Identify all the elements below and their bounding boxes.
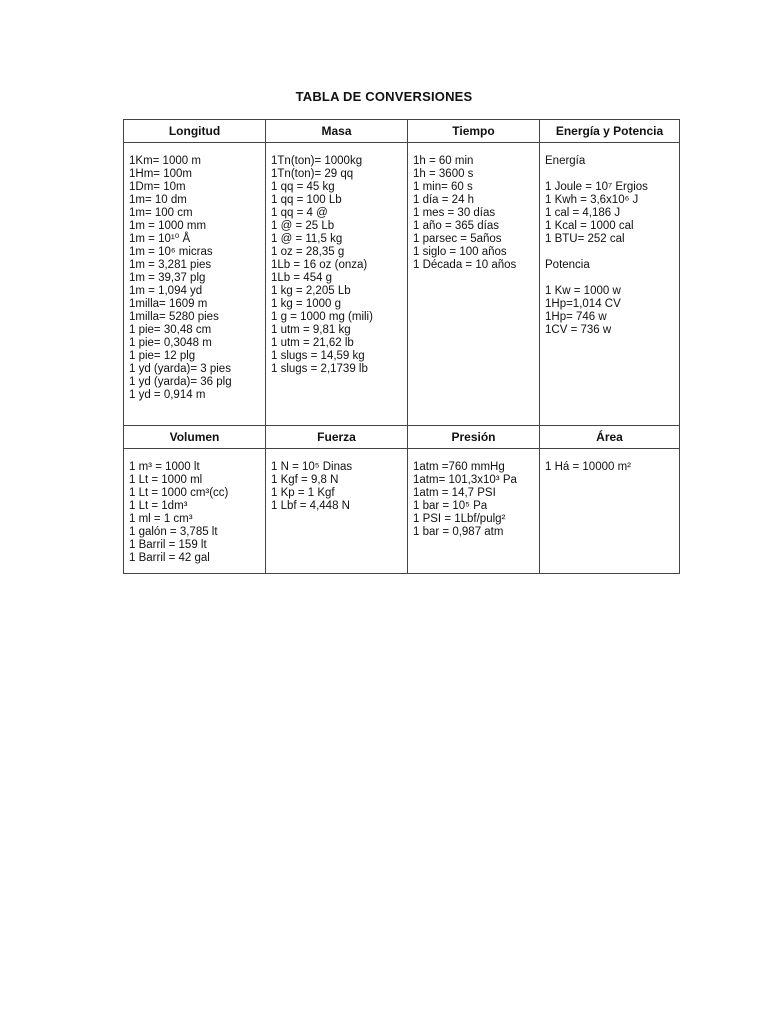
conversion-line: 1 Kp = 1 Kgf bbox=[271, 487, 335, 499]
conversion-line: 1m = 3,281 pies bbox=[129, 259, 212, 271]
conversion-line: 1 kg = 1000 g bbox=[271, 298, 342, 310]
conversion-line: 1 cal = 4,186 J bbox=[545, 207, 621, 219]
page-title: TABLA DE CONVERSIONES bbox=[295, 89, 473, 104]
conversion-line: 1 slugs = 2,1739 lb bbox=[271, 363, 368, 375]
conversion-line: 1m = 1000 mm bbox=[129, 220, 207, 232]
conversion-table bbox=[123, 119, 680, 574]
conversion-line: 1m = 10¹⁰ Å bbox=[129, 233, 191, 245]
conversion-line: 1 Lbf = 4,448 N bbox=[271, 500, 350, 512]
data-row-top bbox=[124, 143, 680, 426]
conversion-line: 1 m³ = 1000 lt bbox=[129, 461, 200, 473]
conversion-line: 1CV = 736 w bbox=[545, 324, 612, 336]
conversion-line: 1Lb = 16 oz (onza) bbox=[271, 259, 368, 271]
conversion-line: 1 Barril = 159 lt bbox=[129, 539, 207, 551]
conversion-line: 1 N = 10⁵ Dinas bbox=[271, 461, 353, 473]
conversion-line: 1 @ = 11,5 kg bbox=[271, 233, 343, 245]
conversion-line: 1 Kwh = 3,6x10⁶ J bbox=[545, 194, 639, 206]
conversion-line: 1 Lt = 1000 ml bbox=[129, 474, 203, 486]
conversion-line: 1milla= 1609 m bbox=[129, 298, 208, 310]
cell-area bbox=[540, 449, 680, 574]
conversion-line: 1 siglo = 100 años bbox=[413, 246, 507, 258]
potencia-label: Potencia bbox=[545, 259, 590, 271]
conversion-line: 1 bar = 10⁵ Pa bbox=[413, 500, 488, 512]
conversion-line: 1 año = 365 días bbox=[413, 220, 500, 232]
conversion-line: 1 BTU= 252 cal bbox=[545, 233, 625, 245]
conversion-line: 1 kg = 2,205 Lb bbox=[271, 285, 351, 297]
conversion-line: 1 Lt = 1000 cm³(cc) bbox=[129, 487, 229, 499]
conversion-line: 1 pie= 0,3048 m bbox=[129, 337, 212, 349]
energia-list bbox=[545, 181, 674, 246]
header-presion: Presión bbox=[408, 426, 540, 449]
conversion-line: 1m = 1,094 yd bbox=[129, 285, 203, 297]
potencia-list bbox=[545, 285, 674, 337]
conversion-line: 1milla= 5280 pies bbox=[129, 311, 219, 323]
conversion-line: 1 @ = 25 Lb bbox=[271, 220, 335, 232]
header-area: Área bbox=[540, 426, 680, 449]
conversion-line: 1 yd (yarda)= 3 pies bbox=[129, 363, 231, 375]
cell-volumen bbox=[124, 449, 266, 574]
cell-energia-potencia bbox=[540, 143, 680, 426]
conversion-line: 1 Lt = 1dm³ bbox=[129, 500, 188, 512]
conversion-line: 1 PSI = 1Lbf/pulg² bbox=[413, 513, 506, 525]
conversion-line: 1 qq = 4 @ bbox=[271, 207, 328, 219]
cell-fuerza bbox=[266, 449, 408, 574]
conversion-line: 1 utm = 9,81 kg bbox=[271, 324, 351, 336]
conversion-line: 1 g = 1000 mg (mili) bbox=[271, 311, 373, 323]
conversion-line: 1 mes = 30 días bbox=[413, 207, 496, 219]
conversion-line: 1h = 3600 s bbox=[413, 168, 474, 180]
conversion-line: 1 yd (yarda)= 36 plg bbox=[129, 376, 232, 388]
conversion-line: 1Hp= 746 w bbox=[545, 311, 607, 323]
conversion-line: 1Hm= 100m bbox=[129, 168, 192, 180]
header-longitud: Longitud bbox=[124, 120, 266, 143]
conversion-line: 1Hp=1,014 CV bbox=[545, 298, 621, 310]
conversion-line: 1Tn(ton)= 29 qq bbox=[271, 168, 354, 180]
conversion-line: 1m = 10⁶ micras bbox=[129, 246, 213, 258]
conversion-line: 1m= 10 dm bbox=[129, 194, 187, 206]
conversion-line: 1 slugs = 14,59 kg bbox=[271, 350, 365, 362]
conversion-line: 1 bar = 0,987 atm bbox=[413, 526, 504, 538]
header-fuerza: Fuerza bbox=[266, 426, 408, 449]
conversion-line: 1 galón = 3,785 lt bbox=[129, 526, 218, 538]
conversion-line: 1 Há = 10000 m² bbox=[545, 461, 631, 473]
conversion-line: 1atm =760 mmHg bbox=[413, 461, 505, 473]
conversion-line: 1 Barril = 42 gal bbox=[129, 552, 210, 564]
cell-presion bbox=[408, 449, 540, 574]
conversion-line: 1 Kw = 1000 w bbox=[545, 285, 621, 297]
conversion-line: 1 oz = 28,35 g bbox=[271, 246, 345, 258]
conversion-line: 1 Joule = 10⁷ Ergios bbox=[545, 181, 648, 193]
header-tiempo: Tiempo bbox=[408, 120, 540, 143]
conversion-line: 1 pie= 12 plg bbox=[129, 350, 196, 362]
conversion-line: 1 min= 60 s bbox=[413, 181, 473, 193]
conversion-line: 1 Kcal = 1000 cal bbox=[545, 220, 634, 232]
conversion-line: 1 día = 24 h bbox=[413, 194, 475, 206]
conversion-line: 1Km= 1000 m bbox=[129, 155, 201, 167]
conversion-line: 1 yd = 0,914 m bbox=[129, 389, 206, 401]
conversion-line: 1 utm = 21,62 lb bbox=[271, 337, 354, 349]
header-row-top bbox=[124, 120, 680, 143]
conversion-line: 1h = 60 min bbox=[413, 155, 474, 167]
cell-tiempo bbox=[408, 143, 540, 426]
conversion-line: 1atm= 101,3x10³ Pa bbox=[413, 474, 517, 486]
cell-longitud bbox=[124, 143, 266, 426]
header-masa: Masa bbox=[266, 120, 408, 143]
conversion-line: 1m = 39,37 plg bbox=[129, 272, 206, 284]
conversion-line: 1 pie= 30,48 cm bbox=[129, 324, 212, 336]
conversion-line: 1 ml = 1 cm³ bbox=[129, 513, 193, 525]
conversion-line: 1m= 100 cm bbox=[129, 207, 193, 219]
header-volumen: Volumen bbox=[124, 426, 266, 449]
conversion-line: 1Dm= 10m bbox=[129, 181, 186, 193]
conversion-line: 1Tn(ton)= 1000kg bbox=[271, 155, 363, 167]
conversion-line: 1 Década = 10 años bbox=[413, 259, 517, 271]
conversion-line: 1 qq = 100 Lb bbox=[271, 194, 342, 206]
conversion-line: 1 qq = 45 kg bbox=[271, 181, 335, 193]
header-energia-potencia: Energía y Potencia bbox=[540, 120, 680, 143]
conversion-line: 1Lb = 454 g bbox=[271, 272, 333, 284]
header-row-bottom bbox=[124, 426, 680, 449]
cell-masa bbox=[266, 143, 408, 426]
conversion-line: 1 parsec = 5años bbox=[413, 233, 502, 245]
data-row-bottom bbox=[124, 449, 680, 574]
conversion-line: 1atm = 14,7 PSI bbox=[413, 487, 496, 499]
conversion-line: 1 Kgf = 9,8 N bbox=[271, 474, 339, 486]
energia-label: Energía bbox=[545, 155, 586, 167]
